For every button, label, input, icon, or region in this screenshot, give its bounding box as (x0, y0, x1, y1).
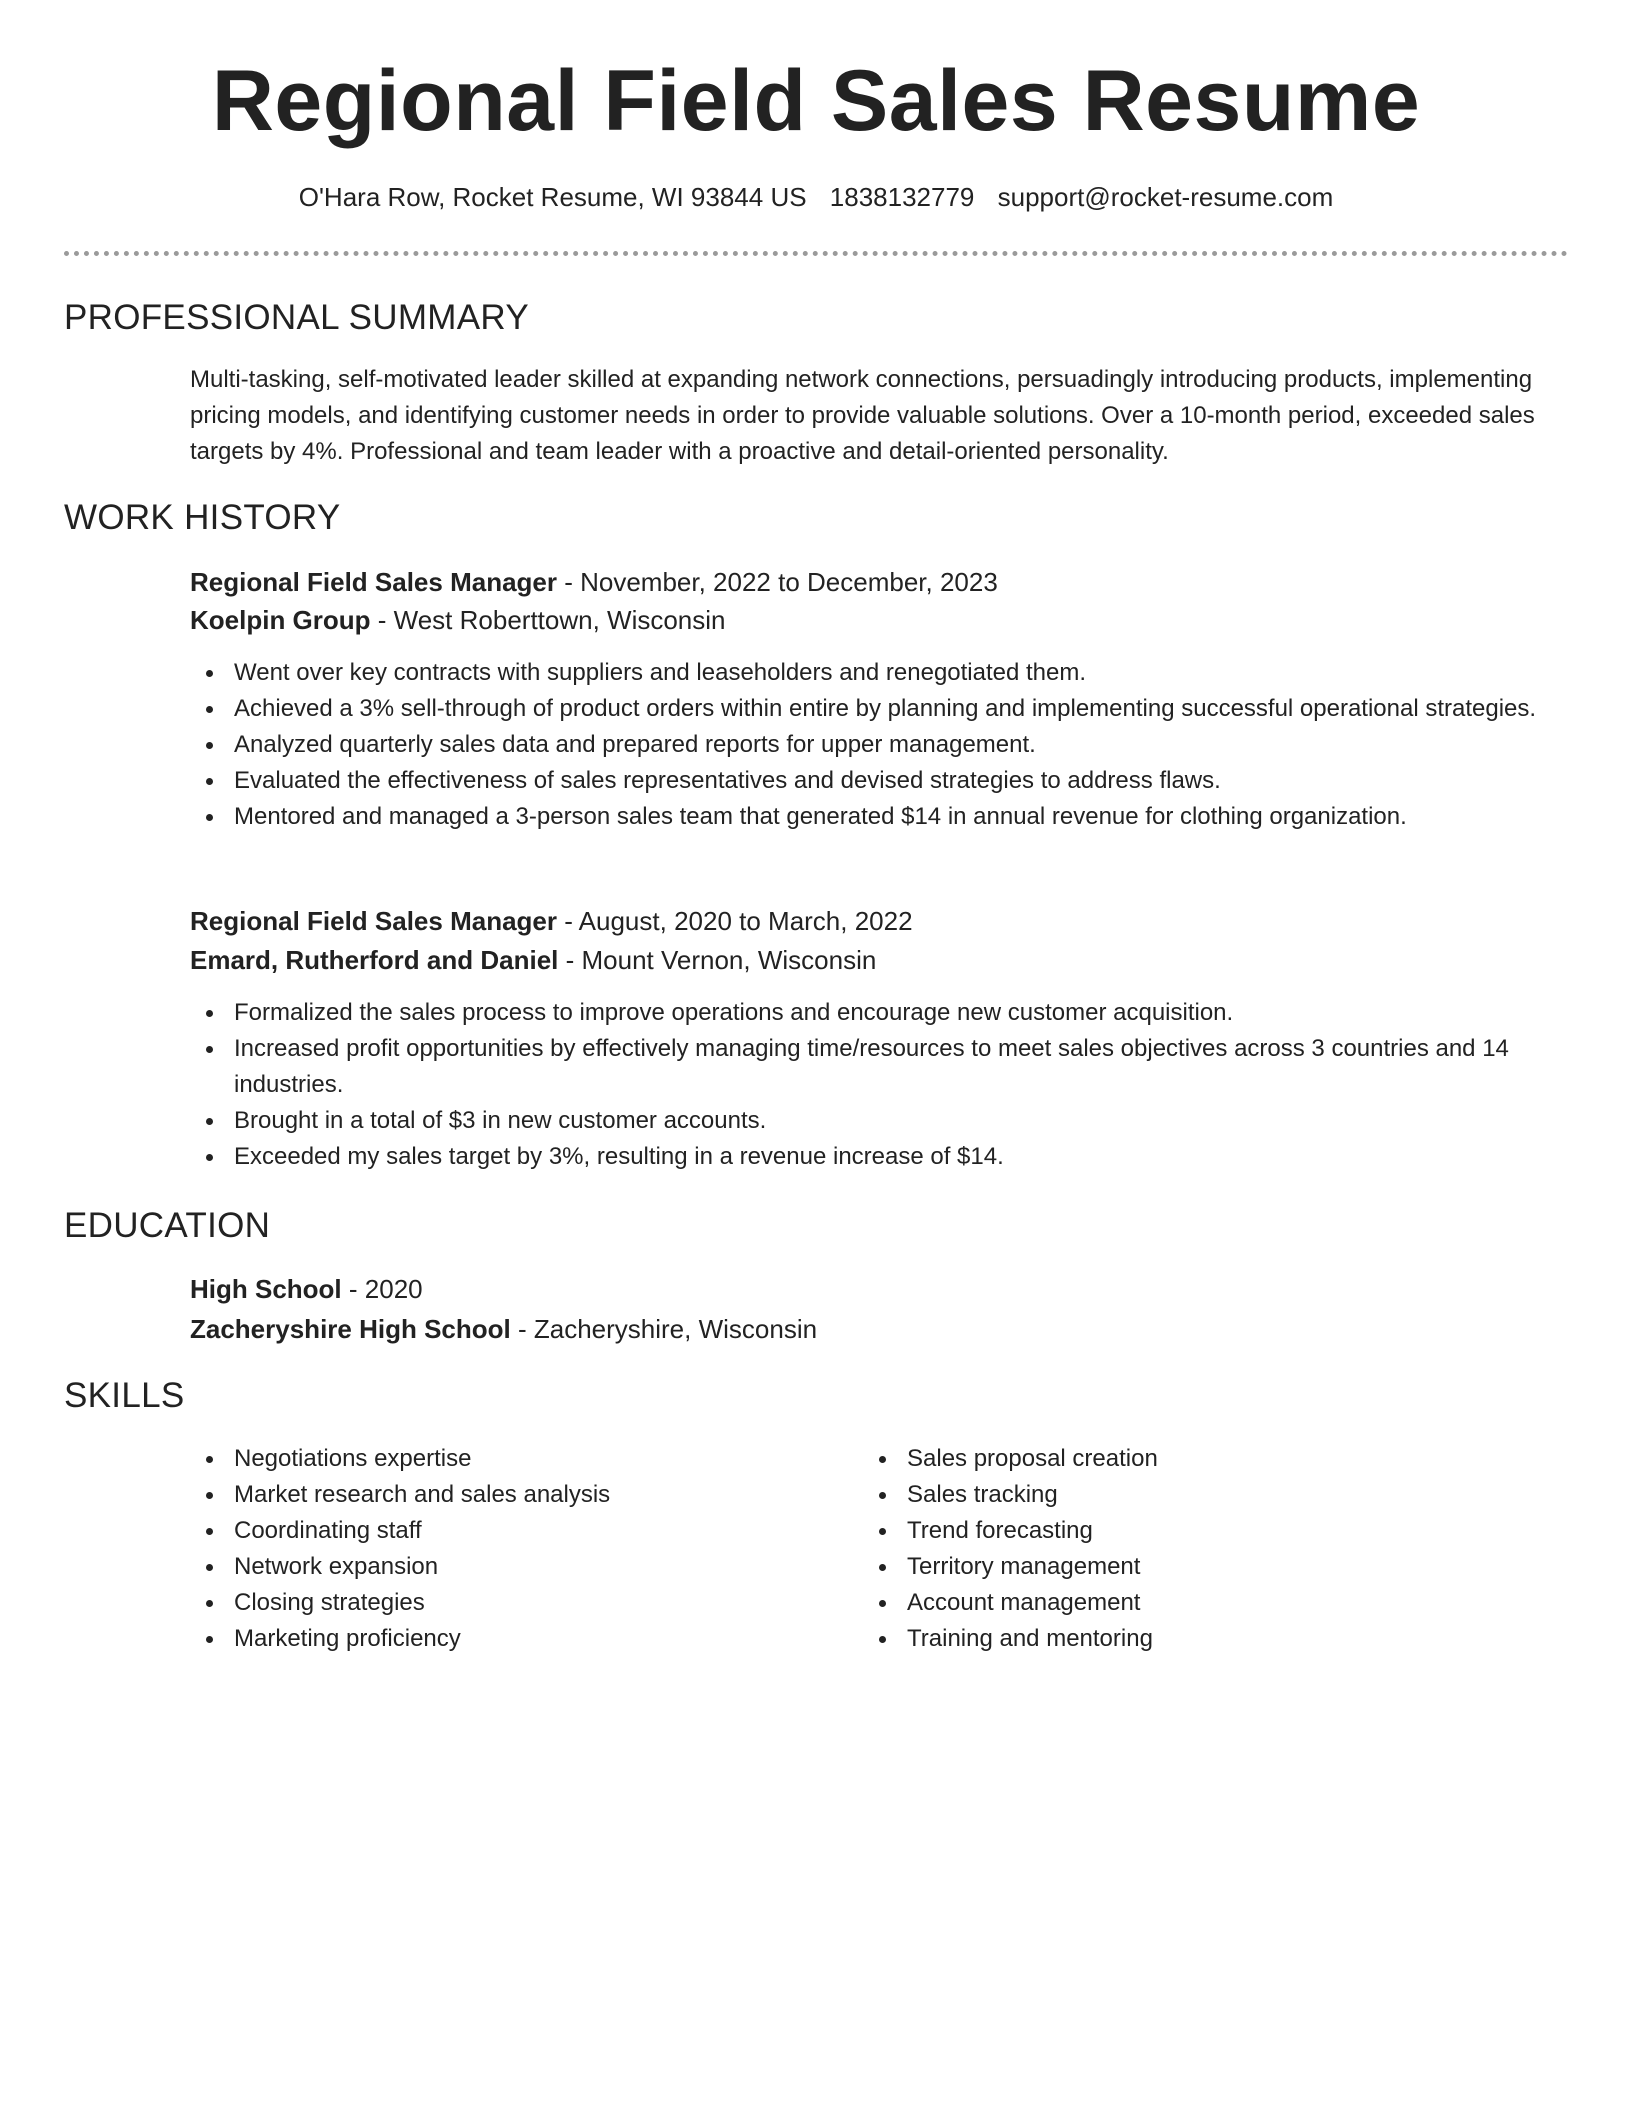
job-1-location: - West Roberttown, Wisconsin (370, 605, 726, 635)
list-item: Mentored and managed a 3-person sales team that generated $14 in annual revenue for clothing organization. (190, 799, 1570, 835)
education-degree: High School (190, 1274, 342, 1304)
list-item: Negotiations expertise (190, 1441, 1570, 1477)
job-2-role-line (190, 906, 1570, 937)
list-item: Coordinating staff (190, 1513, 1570, 1549)
list-item: Sales tracking (863, 1477, 1632, 1513)
job-1-role-line (190, 567, 1570, 598)
skills-list-right (863, 1441, 1632, 1657)
list-item: Territory management (863, 1549, 1632, 1585)
job-2-company: Emard, Rutherford and Daniel (190, 945, 559, 975)
list-item: Training and mentoring (863, 1621, 1632, 1657)
education-location: - Zacheryshire, Wisconsin (510, 1314, 818, 1344)
section-title-skills: SKILLS (64, 1376, 185, 1415)
list-item: Network expansion (190, 1549, 1570, 1585)
education-degree-line (190, 1274, 1570, 1305)
section-title-summary: PROFESSIONAL SUMMARY (64, 298, 529, 337)
list-item: Achieved a 3% sell-through of product orders within entire by planning and implementing successful operational strategies. (190, 691, 1570, 727)
job-1-bullets (190, 655, 1570, 835)
header-divider (64, 251, 1568, 256)
education-year: - 2020 (341, 1274, 423, 1304)
contact-address: O'Hara Row, Rocket Resume, WI 93844 US (298, 182, 807, 212)
contact-phone: 1838132779 (829, 182, 975, 212)
list-item: Exceeded my sales target by 3%, resulting in a revenue increase of $14. (190, 1139, 1570, 1175)
job-1-company-line (190, 605, 1570, 636)
list-item: Went over key contracts with suppliers and leaseholders and renegotiated them. (190, 655, 1570, 691)
section-title-education: EDUCATION (64, 1206, 271, 1245)
list-item: Analyzed quarterly sales data and prepared reports for upper management. (190, 727, 1570, 763)
list-item: Increased profit opportunities by effectively managing time/resources to meet sales objectives across 3 countries and 14 industries. (190, 1031, 1570, 1103)
list-item: Account management (863, 1585, 1632, 1621)
summary-text: Multi-tasking, self-motivated leader skilled at expanding network connections, persuadingly introducing products, implementing pricing models, and identifying customer needs in order to provide valuable solutions. Over a 10-month period, exceeded sales targets by 4%. Professional and team leader with a proactive and detail-oriented personality. (190, 366, 1535, 465)
job-2-dates: - August, 2020 to March, 2022 (557, 906, 913, 936)
job-1-company: Koelpin Group (190, 605, 371, 635)
contact-email: support@rocket-resume.com (997, 182, 1334, 212)
list-item: Formalized the sales process to improve operations and encourage new customer acquisition. (190, 995, 1570, 1031)
list-item: Evaluated the effectiveness of sales representatives and devised strategies to address flaws. (190, 763, 1570, 799)
job-1-role: Regional Field Sales Manager (190, 567, 557, 597)
contact-line (0, 182, 1632, 213)
education-school: Zacheryshire High School (190, 1314, 511, 1344)
list-item: Marketing proficiency (190, 1621, 1570, 1657)
job-1-dates: - November, 2022 to December, 2023 (557, 567, 998, 597)
list-item: Sales proposal creation (863, 1441, 1632, 1477)
section-title-work-history: WORK HISTORY (64, 498, 341, 537)
list-item: Trend forecasting (863, 1513, 1632, 1549)
job-2-bullets (190, 995, 1570, 1175)
list-item: Closing strategies (190, 1585, 1570, 1621)
job-2-location: - Mount Vernon, Wisconsin (558, 945, 877, 975)
resume-title: Regional Field Sales Resume (211, 53, 1421, 149)
list-item: Market research and sales analysis (190, 1477, 1570, 1513)
education-school-line (190, 1314, 1570, 1345)
job-2-company-line (190, 945, 1570, 976)
job-2-role: Regional Field Sales Manager (190, 906, 557, 936)
list-item: Brought in a total of $3 in new customer accounts. (190, 1103, 1570, 1139)
